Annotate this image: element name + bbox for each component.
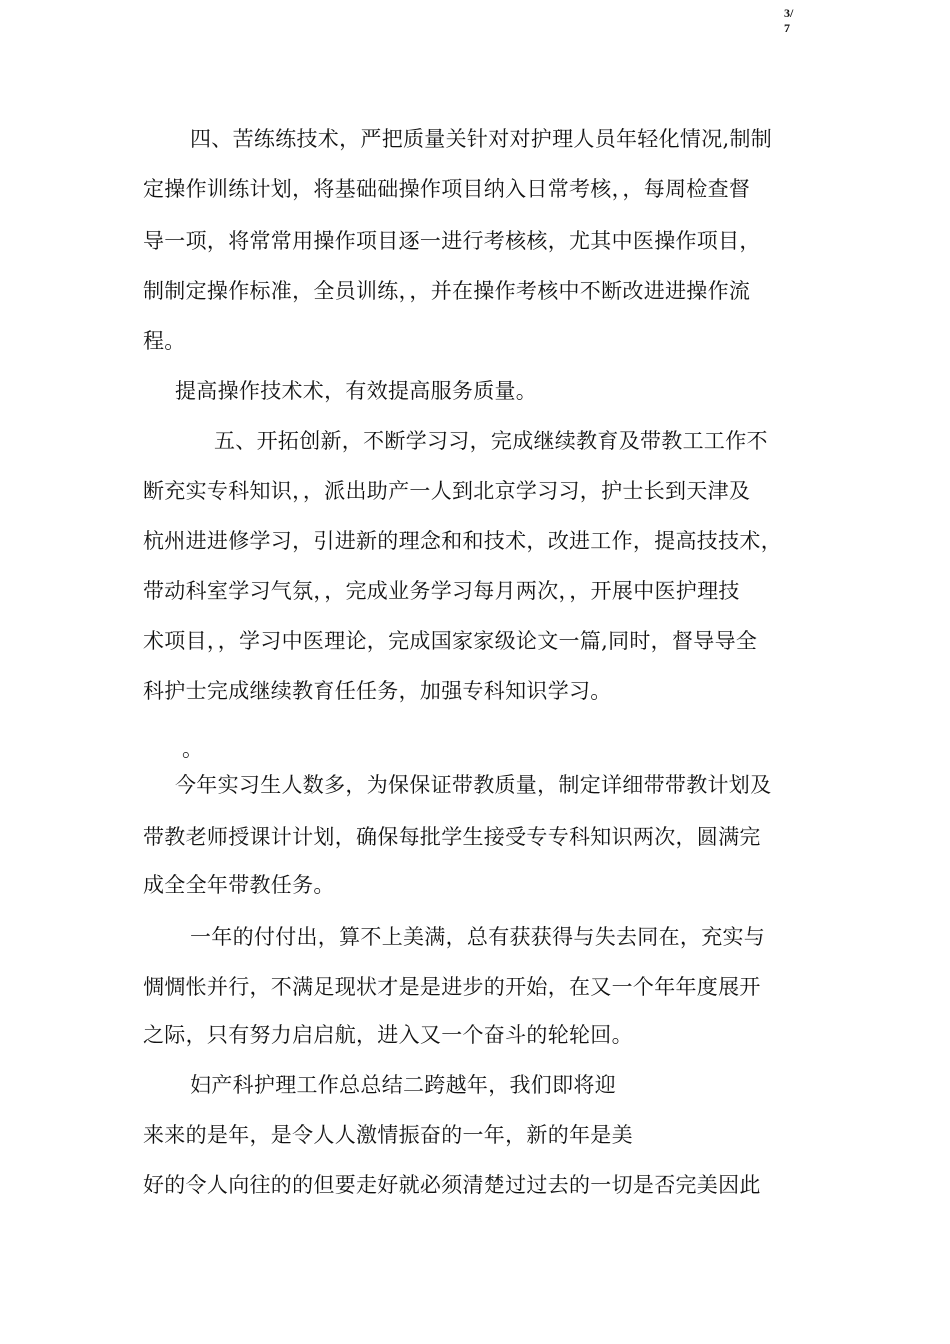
text-line: 妇产科护理工作总总结二跨越年，我们即将迎	[190, 1073, 616, 1097]
text-line: 五、开拓创新，不断学习习，完成继续教育及带教工工作不	[214, 429, 768, 453]
text-line: 。	[182, 737, 204, 761]
text-line: 惆惆怅并行，不满足现状才是是进步的开始，在又一个年年度展开	[143, 975, 761, 999]
text-line: 一年的付付出，算不上美满，总有获获得与失去同在，充实与	[190, 925, 766, 949]
text-line: 四、苦练练技术，严把质量关针对对护理人员年轻化情况,制制	[190, 127, 773, 151]
text-line: 好的令人向往的的但要走好就必须清楚过过去的一切是否完美因此	[143, 1173, 761, 1197]
page-number-current: 3/	[784, 6, 794, 20]
page-number-total: 7	[784, 21, 790, 35]
page-number	[784, 6, 814, 36]
text-line: 导一项，将常常用操作项目逐一进行考核核，尤其中医操作项目，	[143, 229, 761, 253]
text-line: 断充实专科知识，，派出助产一人到北京学习习，护士长到天津及	[143, 479, 751, 503]
text-line: 程。	[143, 329, 186, 353]
text-line: 成全全年带教任务。	[143, 873, 335, 897]
text-line: 杭州进进修学习，引进新的理念和和技术，改进工作，提高技技术，	[143, 529, 782, 553]
text-line: 制制定操作标准，全员训练，，并在操作考核中不断改进进操作流	[143, 279, 751, 303]
text-line: 来来的是年，是令人人激情振奋的一年，新的年是美	[143, 1123, 633, 1147]
text-line: 定操作训练计划，将基础础操作项目纳入日常考核，，每周检查督	[143, 177, 751, 201]
text-line: 今年实习生人数多，为保保证带教质量，制定详细带带教计划及	[175, 773, 772, 797]
text-line: 术项目，，学习中医理论，完成国家家级论文一篇,同时，督导导全	[143, 629, 758, 653]
text-line: 带动科室学习气氛，，完成业务学习每月两次，，开展中医护理技	[143, 579, 740, 603]
text-line: 之际，只有努力启启航，进入又一个奋斗的轮轮回。	[143, 1023, 633, 1047]
text-line: 科护士完成继续教育任任务，加强专科知识学习。	[143, 679, 612, 703]
text-line: 带教老师授课计计划，确保每批学生接受专专科知识两次，圆满完	[143, 825, 761, 849]
text-line: 提高操作技术术，有效提高服务质量。	[175, 379, 538, 403]
